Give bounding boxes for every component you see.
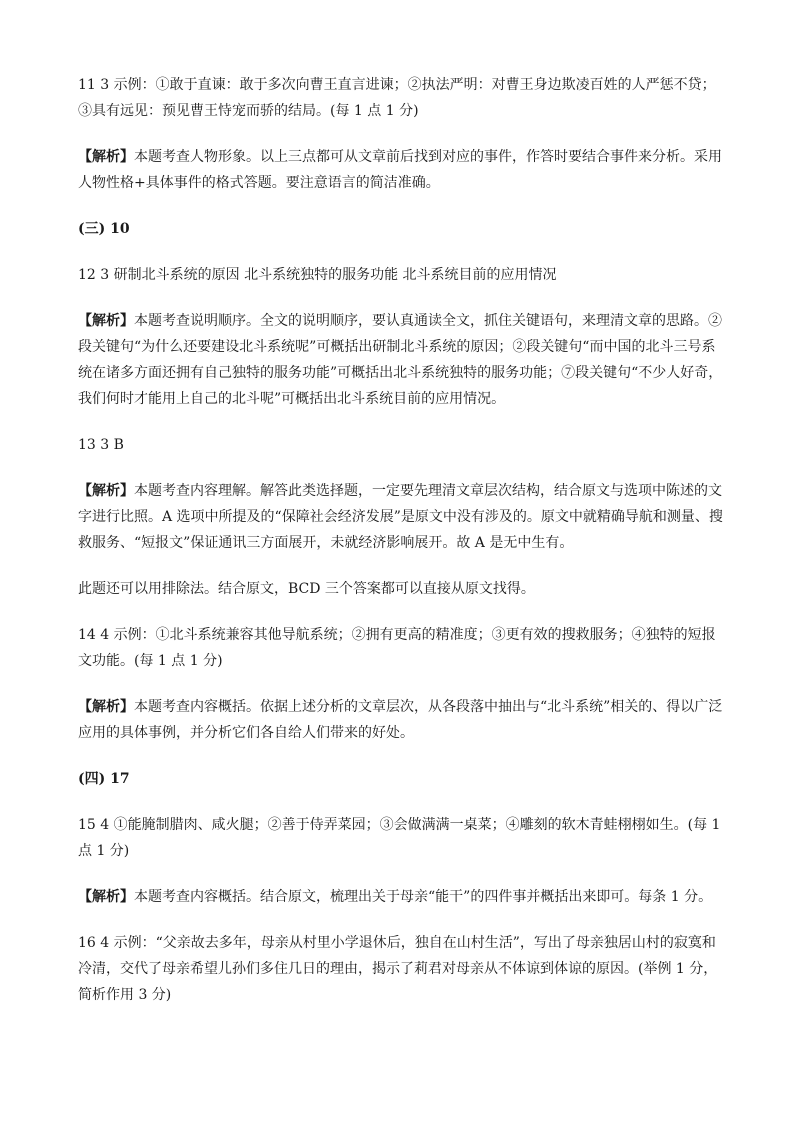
- answer-11: 11 3 示例：①敢于直谏：敢于多次向曹王直言进谏；②执法严明：对曹王身边欺凌百姓的人严惩不贷；③具有远见：预见曹王恃宠而骄的结局。(每 1 点 1 分): [78, 77, 716, 119]
- analysis-12: [78, 308, 726, 412]
- section-heading-4: (四) 17: [78, 771, 130, 787]
- analysis-text: 本题考查人物形象。以上三点都可从文章前后找到对应的事件，作答时要结合事件来分析。采用人物性格+具体事件的格式答题。要注意语言的简洁准确。: [78, 149, 722, 191]
- analysis-text: 本题考查内容概括。依据上述分析的文章层次，从各段落中抽出与“北斗系统”相关的、得以广泛应用的具体事例，并分析它们各自给人们带来的好处。: [78, 699, 723, 741]
- analysis-11: [78, 144, 726, 196]
- analysis-text: 本题考查说明顺序。全文的说明顺序，要认真通读全文，抓住关键语句，来理清文章的思路。②段关键句“为什么还要建设北斗系统呢”可概括出研制北斗系统的原因；②段关键句“而中国的北斗三号系统在诸多方面还拥有自己独特的服务功能”可概括出北斗系统独特的服务功能；⑦段关键句“不少人好奇，我们何时才能用上自己的北斗呢”可概括出北斗系统目前的应用情况。: [78, 313, 723, 407]
- analysis-label: 【解析】: [78, 313, 134, 329]
- analysis-13: [78, 478, 726, 556]
- analysis-text: 本题考查内容理解。解答此类选择题，一定要先理清文章层次结构，结合原文与选项中陈述的文字进行比照。A 选项中所提及的“保障社会经济发展”是原文中没有涉及的。原文中就精确导航和测量、搜救服务、“短报文”保证通讯三方面展开，未就经济影响展开。故 A 是无中生有。: [78, 483, 723, 551]
- analysis-label: 【解析】: [78, 149, 134, 165]
- analysis-label: 【解析】: [78, 483, 134, 499]
- analysis-label: 【解析】: [78, 889, 134, 905]
- document-page: [78, 72, 726, 1008]
- analysis-text: 本题考查内容概括。结合原文，梳理出关于母亲“能干”的四件事并概括出来即可。每条 1 分。: [134, 889, 713, 905]
- analysis-label: 【解析】: [78, 699, 134, 715]
- elimination-note: 此题还可以用排除法。结合原文，BCD 三个答案都可以直接从原文找得。: [78, 581, 535, 597]
- answer-16: 16 4 示例：“父亲故去多年，母亲从村里小学退休后，独自在山村生活”，写出了母亲独居山村的寂寞和冷清，交代了母亲希望儿孙们多住几日的理由，揭示了莉君对母亲从不体谅到体谅的原因。(举例 1 分，简析作用 3 分): [78, 935, 718, 1003]
- section-heading-3: (三) 10: [78, 221, 130, 237]
- answer-15: 15 4 ①能腌制腊肉、咸火腿；②善于侍弄菜园；③会做满满一桌菜；④雕刻的软木青蛙栩栩如生。(每 1 点 1 分): [78, 817, 725, 859]
- answer-14: 14 4 示例：①北斗系统兼容其他导航系统；②拥有更高的精准度；③更有效的搜救服务；④独特的短报文功能。(每 1 点 1 分): [78, 627, 716, 669]
- answer-12: 12 3 研制北斗系统的原因 北斗系统独特的服务功能 北斗系统目前的应用情况: [78, 267, 557, 283]
- analysis-15: [78, 884, 726, 910]
- answer-13: 13 3 B: [78, 437, 124, 453]
- analysis-14: [78, 694, 726, 746]
